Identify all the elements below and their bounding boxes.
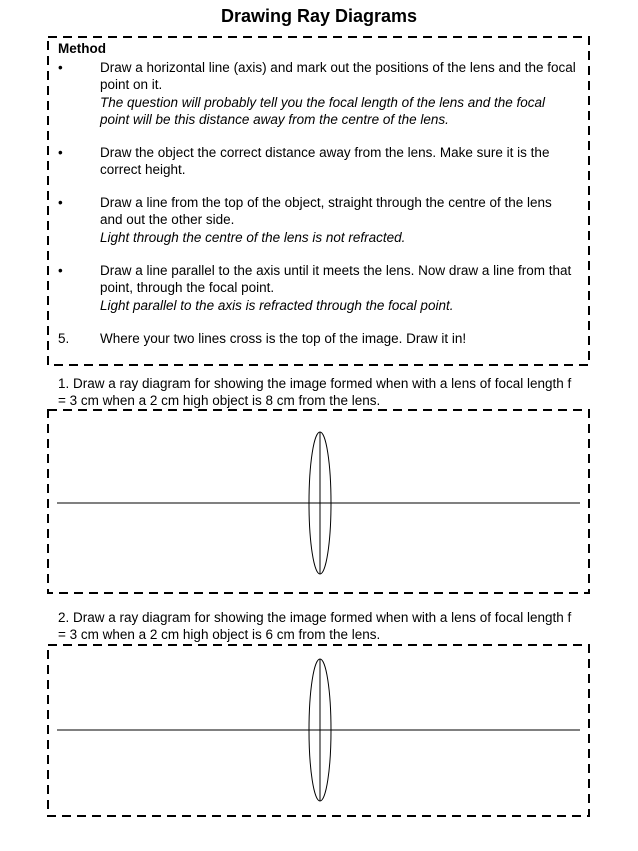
diagram-box-1[interactable] — [47, 409, 590, 594]
method-heading: Method — [58, 41, 106, 56]
diagram-1-canvas — [47, 409, 590, 594]
step-marker: • — [58, 145, 63, 160]
step-text: Draw a horizontal line (axis) and mark out the positions of the lens and the focal point on it. — [100, 60, 576, 93]
page-title: Drawing Ray Diagrams — [220, 6, 418, 26]
diagram-1-border — [48, 410, 589, 593]
step-marker: 5. — [58, 331, 70, 346]
step-marker: • — [58, 60, 63, 75]
step-note: Light through the centre of the lens is not refracted. — [100, 229, 406, 245]
diagram-2-canvas — [47, 644, 590, 817]
step-marker: • — [58, 263, 63, 278]
method-step-3 — [58, 194, 578, 246]
question-1-text: 1. Draw a ray diagram for showing the image formed when with a lens of focal length f = 3 cm when a 2 cm high object is 8 cm from the lens. — [58, 376, 572, 409]
diagram-box-2[interactable] — [47, 644, 590, 817]
step-note: Light parallel to the axis is refracted through the focal point. — [100, 297, 454, 313]
step-text: Draw a line parallel to the axis until it meets the lens. Now draw a line from that point, through the focal point. — [100, 263, 572, 296]
step-text: Draw a line from the top of the object, straight through the centre of the lens and out the other side. — [100, 195, 552, 228]
step-note: The question will probably tell you the focal length of the lens and the focal point will be this distance away from the centre of the lens. — [100, 94, 546, 127]
method-step-1 — [58, 59, 578, 128]
question-2-text: 2. Draw a ray diagram for showing the image formed when with a lens of focal length f = 3 cm when a 2 cm high object is 6 cm from the lens. — [58, 610, 572, 643]
step-marker: • — [58, 195, 63, 210]
step-text: Draw the object the correct distance away from the lens. Make sure it is the correct height. — [100, 145, 550, 178]
method-step-5 — [58, 330, 578, 347]
step-text: Where your two lines cross is the top of the image. Draw it in! — [100, 331, 467, 346]
method-step-4 — [58, 262, 578, 314]
method-step-2 — [58, 144, 578, 179]
